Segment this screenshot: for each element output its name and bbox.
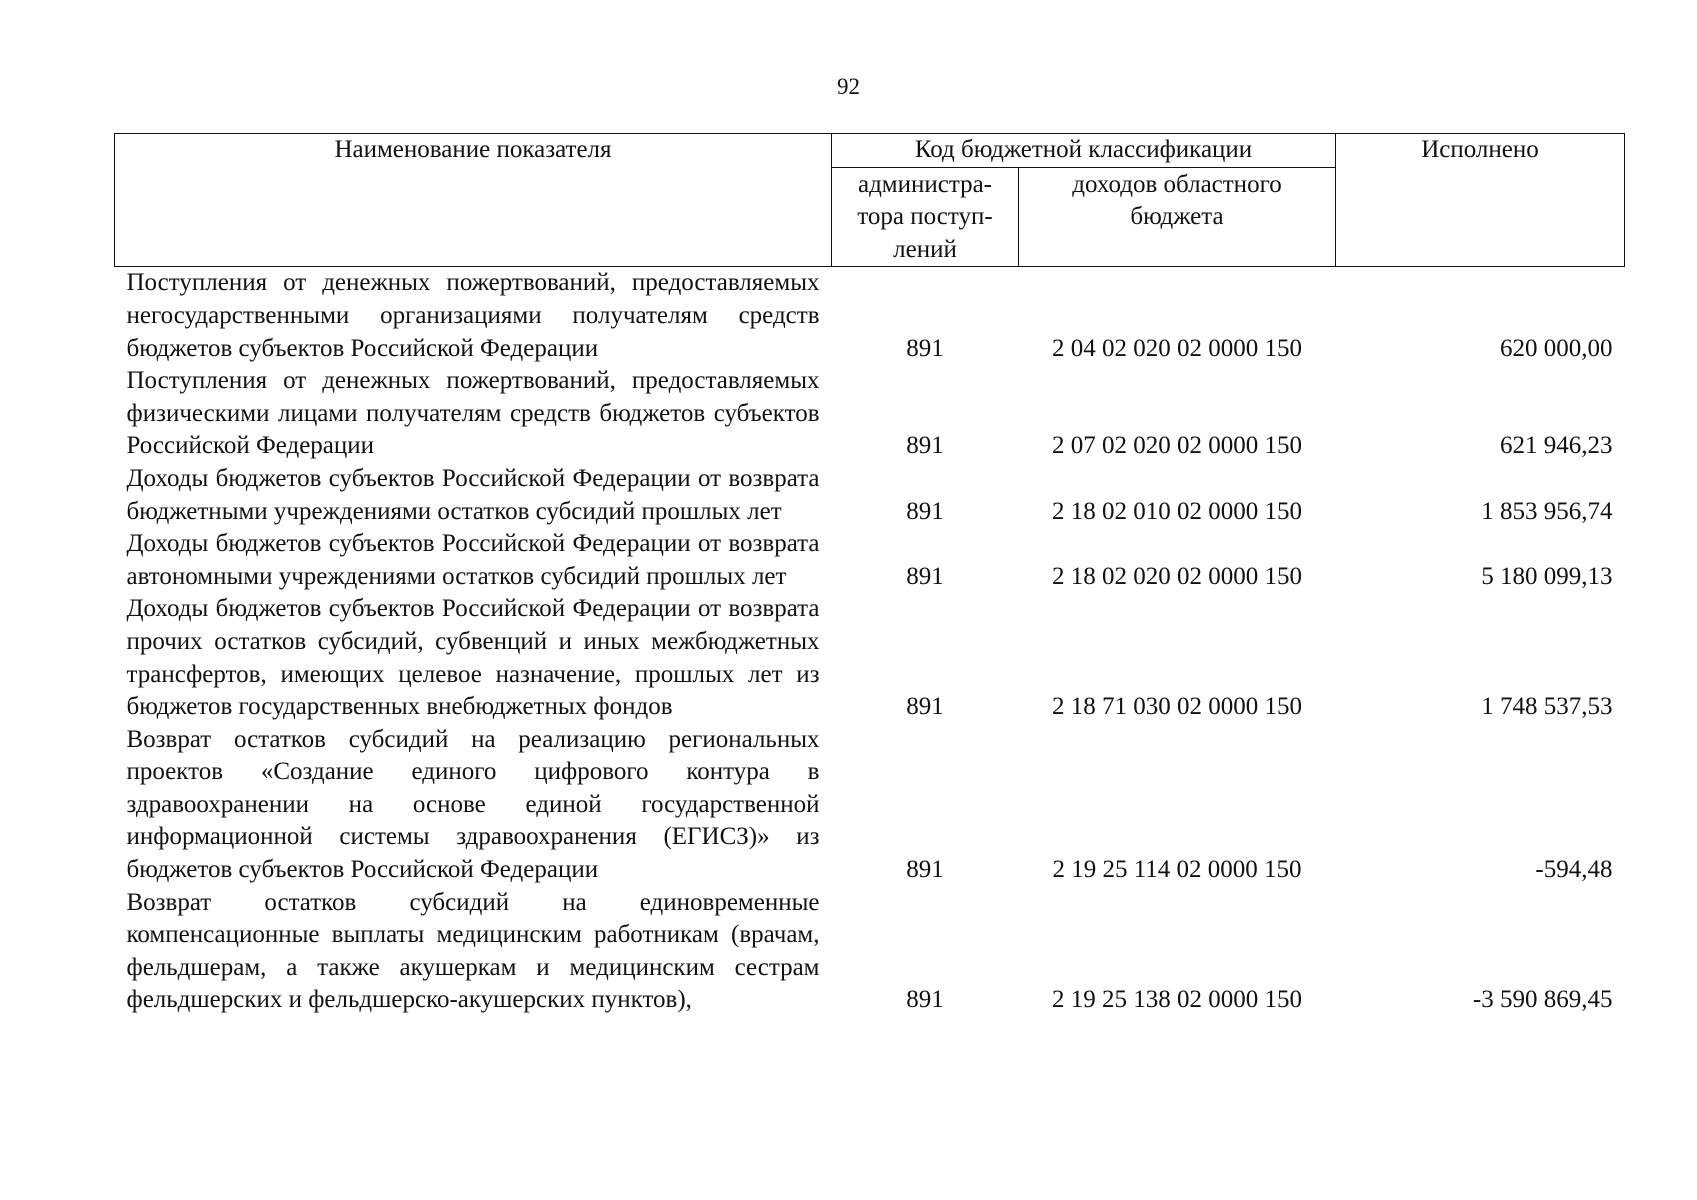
row-admin-code: 891 — [906, 562, 944, 590]
row-budget-code: 2 04 02 020 02 0000 150 — [1052, 334, 1302, 362]
page-number: 92 — [837, 74, 860, 99]
row-executed: -3 590 869,45 — [1472, 986, 1613, 1014]
row-name: Доходы бюджетов субъектов Российской Федерации от возврата прочих остатков субсидий, субвенций и иных межбюджетных трансфертов, имеющих целевое назначение, прошлых лет из бюджетов государственных внебюджетных фондов — [126, 595, 820, 721]
row-executed: 1 748 537,53 — [1481, 693, 1613, 721]
row-budget-code: 2 18 02 010 02 0000 150 — [1052, 497, 1302, 525]
row-executed: 621 946,23 — [1500, 432, 1613, 460]
table-row — [115, 887, 1625, 1017]
row-name: Поступления от денежных пожертвований, предоставляемых негосударственными организациями получателям средств бюджетов субъектов Российской Федерации — [126, 269, 820, 362]
row-admin-code: 891 — [906, 432, 944, 460]
row-budget-code: 2 18 71 030 02 0000 150 — [1052, 693, 1302, 721]
row-executed: -594,48 — [1535, 856, 1613, 884]
row-name: Доходы бюджетов субъектов Российской Федерации от возврата автономными учреждениями остатков субсидий прошлых лет — [126, 530, 820, 590]
row-name: Поступления от денежных пожертвований, предоставляемых физическими лицами получателям средств бюджетов субъектов Российской Федерации — [126, 367, 820, 460]
table-row — [115, 593, 1625, 723]
budget-table — [114, 133, 1625, 1017]
header-row-1 — [115, 134, 1625, 168]
table-row — [115, 365, 1625, 463]
row-budget-code: 2 18 02 020 02 0000 150 — [1052, 562, 1302, 590]
table-row — [115, 528, 1625, 593]
row-executed: 1 853 956,74 — [1481, 497, 1613, 525]
header-admin: администра-тора поступ-лений — [832, 167, 1019, 267]
header-name: Наименование показателя — [115, 134, 832, 267]
header-code-group: Код бюджетной классификации — [832, 134, 1336, 168]
row-budget-code: 2 19 25 114 02 0000 150 — [1052, 856, 1302, 884]
row-admin-code: 891 — [906, 856, 944, 884]
header-executed: Исполнено — [1336, 134, 1625, 267]
table-row — [115, 267, 1625, 365]
row-admin-code: 891 — [906, 497, 944, 525]
table-row — [115, 724, 1625, 887]
row-budget-code: 2 19 25 138 02 0000 150 — [1052, 986, 1302, 1014]
row-budget-code: 2 07 02 020 02 0000 150 — [1052, 432, 1302, 460]
row-executed: 620 000,00 — [1500, 334, 1613, 362]
budget-table-container — [114, 133, 1624, 1017]
row-name: Возврат остатков субсидий на единовременные компенсационные выплаты медицинским работникам (врачам, фельдшерам, а также акушеркам и медицинским сестрам фельдшерских и фельдшерско-акушерских пунктов), — [126, 888, 820, 1014]
row-admin-code: 891 — [906, 334, 944, 362]
table-row — [115, 463, 1625, 528]
row-name: Доходы бюджетов субъектов Российской Федерации от возврата бюджетными учреждениями остатков субсидий прошлых лет — [126, 464, 820, 525]
row-executed: 5 180 099,13 — [1481, 562, 1613, 590]
header-income: доходов областного бюджета — [1019, 167, 1336, 267]
row-admin-code: 891 — [906, 986, 944, 1014]
table-header — [115, 134, 1625, 267]
row-admin-code: 891 — [906, 693, 944, 721]
row-name: Возврат остатков субсидий на реализацию региональных проектов «Создание единого цифрового контура в здравоохранении на основе единой государственной информационной системы здравоохранения (ЕГИСЗ)» из бюджетов субъектов Российской Федерации — [126, 725, 820, 884]
table-body — [115, 267, 1625, 1017]
